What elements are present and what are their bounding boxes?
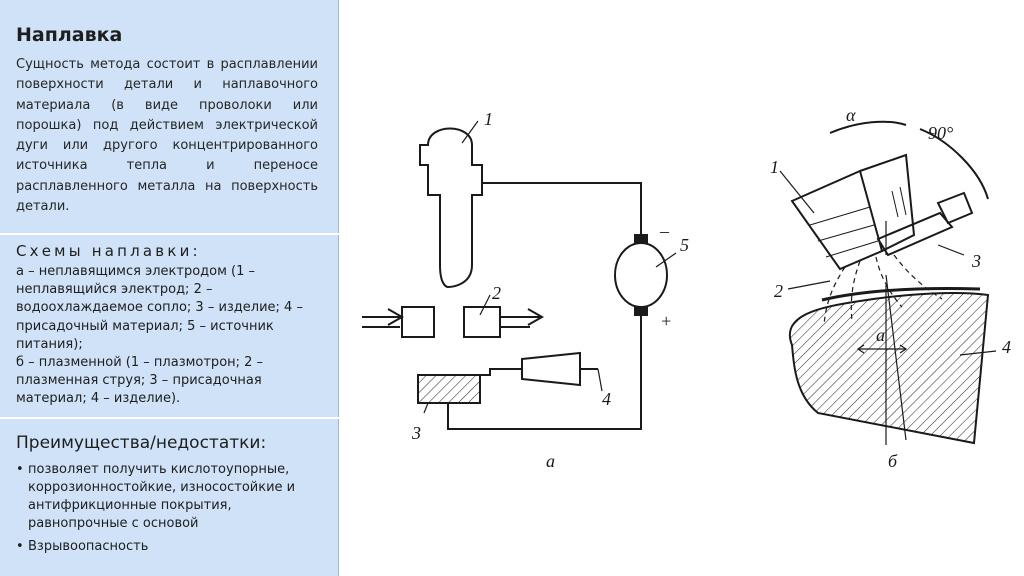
scheme-a-diagram [362, 121, 676, 429]
plasmatron-detail [810, 207, 878, 257]
workpiece-b [790, 293, 988, 443]
bullet-icon: • [16, 539, 24, 554]
dimension-a-label: a [876, 325, 885, 345]
workpiece [418, 375, 480, 403]
schemes-section [0, 242, 339, 409]
label-workpiece-b: 4 [1002, 337, 1011, 357]
advantages-section [0, 433, 339, 556]
leader-line [938, 245, 964, 255]
leader-line [480, 295, 490, 315]
leader-line [788, 281, 830, 289]
list-item-text: позволяет получить кислотоупорные, коррозионностойкие, износостойкие и антифрикционные покрытия, равнопрочные с основой [28, 462, 296, 531]
label-power: 5 [680, 235, 689, 255]
surfacing-schemes-figure [340, 95, 1024, 475]
plus-sign: + [660, 311, 673, 331]
leader-line [598, 369, 602, 391]
plasmatron-body [792, 171, 882, 269]
schemes-heading: Схемы наплавки: [16, 242, 201, 260]
section-divider [0, 233, 339, 235]
advantages-list [16, 461, 318, 556]
label-workpiece: 3 [412, 423, 421, 443]
section-divider [0, 417, 339, 419]
label-electrode: 1 [484, 109, 493, 129]
filler-wire [480, 369, 522, 375]
leader-line [424, 403, 428, 413]
scheme-b-diagram [780, 122, 996, 445]
scheme-b-text: б – плазменной (1 – плазмотрон; 2 – плазменная струя; 3 – присадочная материал; 4 – изделие). [16, 355, 264, 407]
wire-positive [448, 315, 641, 429]
method-description: Сущность метода состоит в расплавлении поверхности детали и наплавочного материала (в виде проволоки или порошка) под действием электрической дуги или другого концентрированного источника тепла и переносе расплавленного металла на поверхность детали. [16, 57, 318, 215]
electrode-holder [420, 129, 482, 288]
list-item-text: Взрывоопасность [28, 539, 149, 554]
label-plasmatron: 1 [770, 157, 779, 177]
nozzle-left [402, 307, 434, 337]
scheme-a-labels [411, 109, 689, 471]
terminal-plus [635, 307, 647, 315]
gas-arrow-right [500, 309, 542, 327]
alpha-label: α [846, 105, 856, 125]
intro-section [0, 24, 339, 217]
caption-b: б [888, 451, 898, 471]
gas-arrow-left [362, 309, 402, 327]
bullet-icon: • [16, 462, 24, 477]
list-item [16, 538, 318, 556]
minus-sign: – [660, 221, 669, 241]
terminal-minus [635, 235, 647, 243]
wire-negative [482, 183, 641, 235]
scheme-a-text: а – неплавящимся электродом (1 – неплавящийся электрод; 2 – водоохлаждаемое сопло; 3 – изделие; 4 – присадочный материал; 5 – источник питания); [16, 264, 303, 352]
filler-nozzle-b [938, 193, 972, 223]
label-nozzle: 2 [492, 283, 501, 303]
filler-feeder [522, 353, 580, 385]
alpha-arc [830, 122, 906, 133]
plasmatron-arrows [892, 187, 906, 217]
label-jet: 2 [774, 281, 783, 301]
filler-feeder-b [878, 213, 952, 255]
caption-a: а [546, 451, 555, 471]
text-panel [0, 0, 339, 576]
label-filler: 4 [602, 389, 611, 409]
list-item [16, 461, 318, 533]
advantages-heading: Преимущества/недостатки: [16, 433, 267, 453]
power-source [615, 243, 667, 307]
angle-label: 90° [928, 123, 954, 143]
page-title: Наплавка [16, 24, 123, 46]
label-filler-b: 3 [972, 251, 981, 271]
